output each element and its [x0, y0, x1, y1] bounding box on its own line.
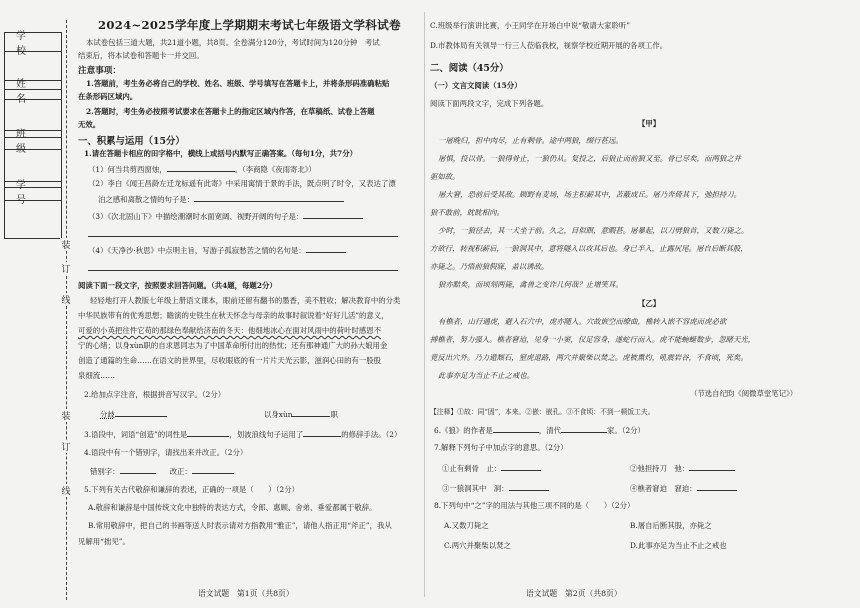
jia-line-7: 方欲行，转视积薪后，一狼洞其中，意将隧入以攻其后也。身已半入，止露尻尾。屠自后断其股， — [430, 244, 748, 253]
yi-line-1: 有樵者，山行遇虎，避入石穴中，虎亦随入。穴故嵌空而缭曲，樵转入嵌不容虎而虎必欲 — [438, 317, 727, 326]
notice-2a: 2.答题时，考生务必按照考试要求在答题卡上的指定区域内作答，在草稿纸、试卷上答题 — [86, 107, 375, 116]
q3-part-c: 的修辞手法。（2） — [341, 430, 402, 439]
q6-part-a: 6.《狼》的作者是 — [434, 426, 493, 435]
jia-line-1: 一屠晚归，担中肉尽，止有剩骨。途中两狼，缀行甚远。 — [438, 136, 623, 145]
q2-item-b — [264, 408, 338, 420]
section-2-heading: 二、阅读（45分） — [430, 63, 509, 74]
q4-wrong-label: 错别字： — [90, 467, 120, 476]
q5-option-b-2: 见解用“拙见”。 — [78, 537, 130, 546]
question-1: 1.请在答题卡相应的田字格中，横线上或括号内默写正确答案。（每句1分，共7分） — [84, 149, 357, 158]
answer-line-q1-3 — [88, 228, 398, 239]
page-1-footer: 语文试题 第1页（共8页） — [198, 589, 294, 598]
q6-part-b: ，清代 — [538, 426, 561, 435]
q8-option-a: A.又数刀毙之 — [444, 521, 489, 530]
q1-1-prefix: （1）何当共剪西窗烛， — [88, 165, 167, 174]
page-2 — [430, 0, 848, 608]
school-label: 学 校 — [5, 33, 61, 52]
name-label: 姓 名 — [5, 81, 61, 100]
notice-1b: 在条形码区域内。 — [78, 92, 138, 101]
q3-part-a: 3.语段中，词语“创造”的词性是 — [84, 430, 188, 439]
q2-word-a: 分歧 — [100, 410, 115, 419]
passage-line-2: 中华民族带有的优秀思想；瞻演的史铁生在秋天怀念与母亲的故事时叙说着“好好儿活”的意义， — [78, 311, 389, 320]
q7-item-2-text: ②弛担持刀 弛： — [630, 464, 690, 473]
annotations: 【注释】①故：同“固”，本来。②嵌：嵌孔。③不食顷：不到一顿饭工夫。 — [430, 408, 655, 416]
binding-char: 订 — [60, 440, 72, 453]
answer-blank[interactable] — [88, 228, 398, 237]
answer-blank[interactable] — [501, 462, 541, 471]
question-3 — [84, 428, 401, 440]
question-7: 7.解释下列句子中加点字的意思。（2分） — [434, 443, 568, 452]
subsection-classical: （一）文言文阅读（15分） — [430, 81, 522, 90]
binding-char: 装 — [60, 238, 72, 251]
q7-item-1-text: ①止有剩骨 止： — [442, 464, 502, 473]
jia-line-6: 少时，一狼径去，其一犬坐于前。久之，目似瞑，意暇甚。屠暴起，以刀劈狼首，又数刀毙之。 — [438, 226, 749, 235]
q2-word-c: 职 — [330, 410, 338, 419]
yi-line-2: 搏樵者，努力强入。樵者窘迫，见身一小窦，仅足容身，遂蛇行而入。虎不能蜿蜒数步，忽睹天光， — [430, 335, 756, 344]
question-2: 2.给加点字注音，根据拼音写汉字。（2分） — [84, 390, 226, 399]
q7-item-4 — [630, 482, 737, 494]
section-1-heading: 一、积累与运用（15分） — [78, 136, 185, 147]
q8-option-c: C.两穴并聚柴以焚之 — [444, 541, 511, 550]
passage-jia-label: 【甲】 — [638, 119, 661, 128]
q7-item-3 — [442, 482, 549, 494]
page-2-footer: 语文试题 第2页（共8页） — [526, 589, 622, 598]
q1-1 — [88, 163, 316, 175]
q7-item-3-text: ③一狼洞其中 洞： — [442, 484, 509, 493]
answer-blank[interactable] — [493, 424, 539, 433]
passage-line-3: 可爱的小英把往件它苟的那绿色奉献给济南的冬天：他细地冰心在面对风雨中的荷叶时感恩不 — [78, 326, 382, 335]
q1-3-text: （3）《次北固山下》中描绘潮潮时水面宽阔、视野开阔的句子是： — [88, 212, 304, 221]
passage-line-1: 轻轻地打开人教版七年级上册语文课本，眼前还留有翻书的墨香，美不胜收；解决教育中的分类 — [90, 296, 401, 305]
answer-blank[interactable] — [697, 482, 737, 491]
q3-part-b: ，划波浪线句子运用了 — [229, 430, 304, 439]
answer-blank[interactable] — [88, 262, 398, 271]
answer-blank[interactable] — [306, 244, 346, 253]
question-5: 5.下列有关古代敬辞和谦辞的表述，正确的一项是（ ）（2分） — [84, 485, 299, 494]
q7-item-2 — [630, 462, 735, 474]
binding-strip — [0, 0, 71, 608]
jia-line-8: 亦毙之。乃悟前狼假寐，盖以诱敌。 — [430, 262, 549, 271]
answer-blank[interactable] — [303, 428, 341, 437]
notice-title: 注意事项： — [78, 66, 121, 76]
q1-4 — [88, 244, 346, 256]
jia-line-5: 狼不敢前，眈眈相向。 — [430, 208, 504, 217]
q5-option-c: C.班级举行演讲比赛，小王同学在开场白中说“敬请大家聆听” — [430, 21, 631, 30]
notice-2b: 无效。 — [78, 120, 101, 129]
binding-char: 线 — [60, 293, 72, 306]
passage-line-4: 宁的心绪；以身xùn职的自求恩同志为了中国革命所付出的热忱；还有那神通广大的孙大娘用金 — [78, 341, 388, 350]
answer-blank[interactable] — [187, 428, 229, 437]
question-8: 8.下列句中“之”字的用法与其他三项不同的是（ ）（2分） — [434, 501, 635, 510]
q7-item-1 — [442, 462, 541, 474]
intro-line-1: 本试卷包括三道大题，共21道小题，共8页。全卷满分120分，考试时间为120分钟 考试 — [86, 38, 380, 47]
binding-dashed-line — [66, 20, 67, 600]
answer-blank[interactable] — [115, 408, 167, 417]
exam-title: 2024~2025学年度上学期期末考试七年级语文学科试卷 — [98, 18, 401, 32]
answer-line-q1-4 — [88, 262, 398, 273]
q1-2b-text: 泊之感和离散之情的句子是： — [98, 195, 195, 204]
jia-line-3: 驱如故。 — [430, 172, 460, 181]
q2-word-b: 以身xùn — [264, 410, 293, 419]
q5-option-d: D.市教体局有关领导一行三人莅临我校，视察学校近期开展的各项工作。 — [430, 41, 668, 50]
answer-blank[interactable] — [689, 462, 735, 471]
page-divider — [424, 12, 425, 597]
question-4: 4.语段中有一个错别字，请找出来并改正。（2分） — [84, 448, 248, 457]
intro-line-2: 结束后，将本试卷和答题卡一并交回。 — [78, 51, 204, 60]
q1-1-suffix: 。（李商隐《夜雨寄北》） — [234, 165, 316, 174]
answer-blank[interactable] — [509, 482, 549, 491]
question-6 — [434, 424, 645, 436]
page-1 — [78, 0, 416, 608]
jia-line-4: 屠大窘，恐前后受其敌。顾野有麦场，场主积薪其中，苫蔽成丘。屠乃奔倚其下，弛担持刀。 — [438, 190, 742, 199]
student-number-box — [4, 181, 62, 239]
answer-blank[interactable] — [303, 210, 363, 219]
q1-2b — [98, 193, 344, 205]
binding-char: 订 — [60, 262, 72, 275]
notice-1a: 1.答题前，考生务必将自己的学校、姓名、班级、学号填写在答题卡上，并将条形码准确粘贴 — [86, 79, 390, 88]
reading-instruction-2: 阅读下面两段文字，完成下列各题。 — [430, 99, 549, 108]
q7-item-4-text: ④樵者窘迫 窘迫： — [630, 484, 697, 493]
q4-correct-label: 改正： — [169, 467, 192, 476]
q1-3 — [88, 210, 363, 222]
yi-line-3: 竟反出穴外。乃力遁颓石，窒虎退路，两穴并聚柴以焚之。虎被熏灼，吼震岩谷，不食顷，死矣。 — [430, 353, 748, 362]
passage-line-5: 创造了通篇的生命……在语文的世界里，尽收眼底的有一片片天光云影，滋润心田的有一股股 — [78, 356, 382, 365]
q1-4-text: （4）《天净沙·秋思》中点明主旨，写游子孤寂愁苦之情的名句是： — [88, 246, 306, 255]
class-label: 班 级 — [5, 131, 61, 150]
reading-instruction: 阅读下面一段文字，按照要求回答问题。（共4题，每题2分） — [78, 281, 277, 290]
q6-part-c: 家。（2分） — [606, 426, 645, 435]
q8-option-b: B.屠自后断其股，亦毙之 — [630, 521, 712, 530]
binding-char: 装 — [60, 409, 72, 422]
answer-blank[interactable] — [292, 408, 330, 417]
passage-source: （节选自纪昀《阅微草堂笔记》） — [690, 389, 798, 398]
jia-line-9: 狼亦黠矣，而顷刻两毙，禽兽之变诈几何哉？止增笑耳。 — [438, 280, 623, 289]
q1-2a: （2）李白《闻王昌龄左迁龙标遥有此寄》中采用寓情于景的手法，既点明了时令，又表达了漂 — [88, 179, 396, 188]
q5-option-a: A.敬辞和谦辞是中国传统文化中独特的表达方式，令郎、惠顾、舍弟、垂爱都属于敬辞。 — [88, 503, 377, 512]
answer-blank[interactable] — [120, 465, 156, 474]
answer-blank[interactable] — [561, 424, 607, 433]
q4-answers — [90, 465, 234, 477]
binding-char: 线 — [60, 484, 72, 497]
jia-line-2: 屠惧，投以骨。一狼得骨止，一狼仍从。复投之，后狼止而前狼又至。骨已尽矣，而两狼之并 — [438, 154, 742, 163]
yi-line-4: 此事亦足为当止不止之戒也。 — [438, 371, 535, 380]
q2-item-a — [100, 408, 167, 420]
answer-blank[interactable] — [194, 193, 344, 202]
passage-line-6: 泉细流…… — [78, 371, 115, 380]
answer-blank[interactable] — [167, 163, 235, 172]
q8-option-d: D.此事亦足为当止不止之戒也 — [630, 541, 727, 550]
student-number-label: 学 号 — [5, 182, 61, 201]
q5-option-b-1: B.常用敬辞中，把自己的书画等送人时表示请对方指教用“雅正”，请他人指正用“斧正”，我从 — [88, 521, 392, 530]
answer-blank[interactable] — [192, 465, 234, 474]
passage-yi-label: 【乙】 — [638, 299, 661, 308]
